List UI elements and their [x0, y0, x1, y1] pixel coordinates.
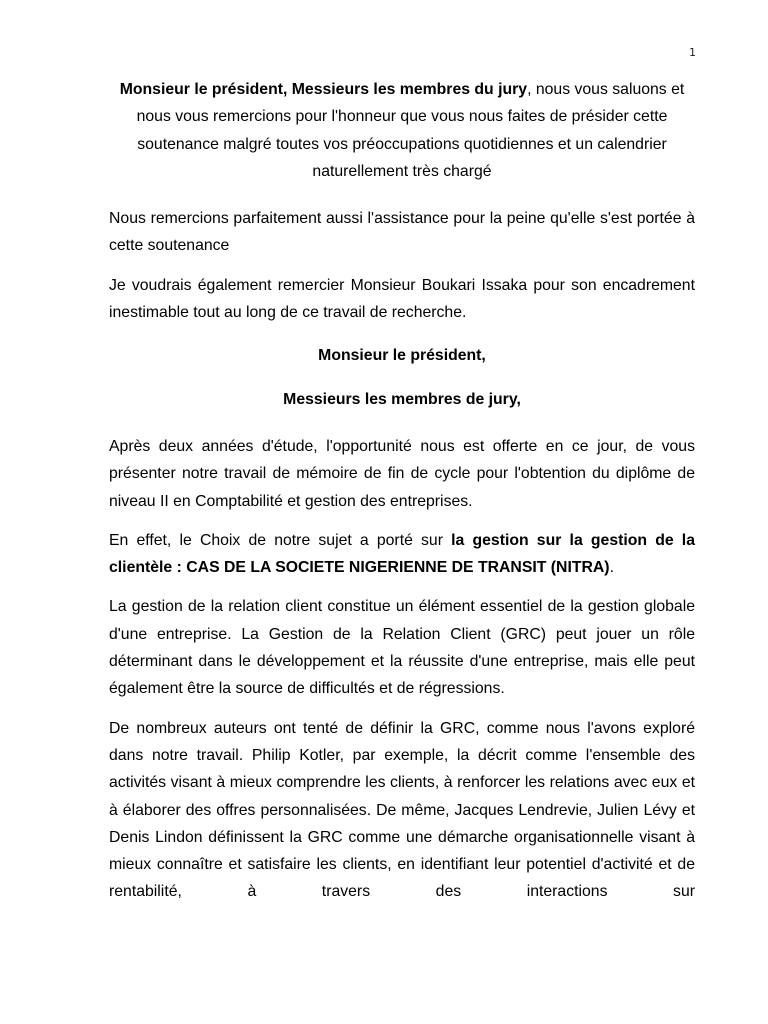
- paragraph-etude: Après deux années d'étude, l'opportunité nous est offerte en ce jour, de vous présenter notre travail de mémoire de fin de cycle pour l'obtention du diplôme de niveau II en Comptabilité et gestion des entreprises.: [109, 437, 695, 510]
- paragraph-encadrement: Je voudrais également remercier Monsieur Boukari Issaka pour son encadrement inestimable tout au long de ce travail de recherche.: [109, 276, 695, 322]
- paragraph-grc: La gestion de la relation client constitue un élément essentiel de la gestion globale d'une entreprise. La Gestion de la Relation Client (GRC) peut jouer un rôle déterminant dans le développement et la réussite d'une entreprise, mais elle peut également être la source de difficultés et de régressions.: [109, 598, 695, 698]
- paragraph-auteurs: De nombreux auteurs ont tenté de définir la GRC, comme nous l'avons exploré dans notre travail. Philip Kotler, par exemple, la décrit comme l'ensemble des activités visant à mieux comprendre les clients, à renforcer les relations avec eux et à élaborer des offres personnalisées. De même, Jacques Lendrevie, Julien Lévy et Denis Lindon définissent la GRC comme une démarche organisationnelle visant à mieux connaître et satisfaire les clients, en identifiant leur potentiel d'activité et de rentabilité, à travers des interactions sur: [109, 719, 695, 901]
- intro-bold: Monsieur le président, Messieurs les membres du jury: [119, 81, 528, 98]
- heading-jury: Messieurs les membres de jury,: [283, 390, 521, 408]
- sujet-end: .: [609, 559, 614, 577]
- intro-paragraph: [109, 76, 695, 185]
- paragraph-sujet: [109, 527, 695, 582]
- intro-text: , nous vous saluons et nous vous remercions pour l'honneur que vous nous faites de présider cette soutenance malgré toutes vos préoccupations quotidiennes et un calendrier naturellement très chargé: [136, 81, 685, 180]
- sujet-bold: la gestion sur la gestion de la clientèle : CAS DE LA SOCIETE NIGERIENNE DE TRANSIT (NITRA): [109, 531, 695, 577]
- page-number: 1: [689, 46, 696, 59]
- sujet-lead: En effet, le Choix de notre sujet a porté sur: [109, 531, 452, 549]
- heading-president: Monsieur le président,: [318, 347, 486, 365]
- document-body: [109, 76, 695, 906]
- paragraph-assistance: Nous remercions parfaitement aussi l'assistance pour la peine qu'elle s'est portée à cette soutenance: [109, 210, 695, 255]
